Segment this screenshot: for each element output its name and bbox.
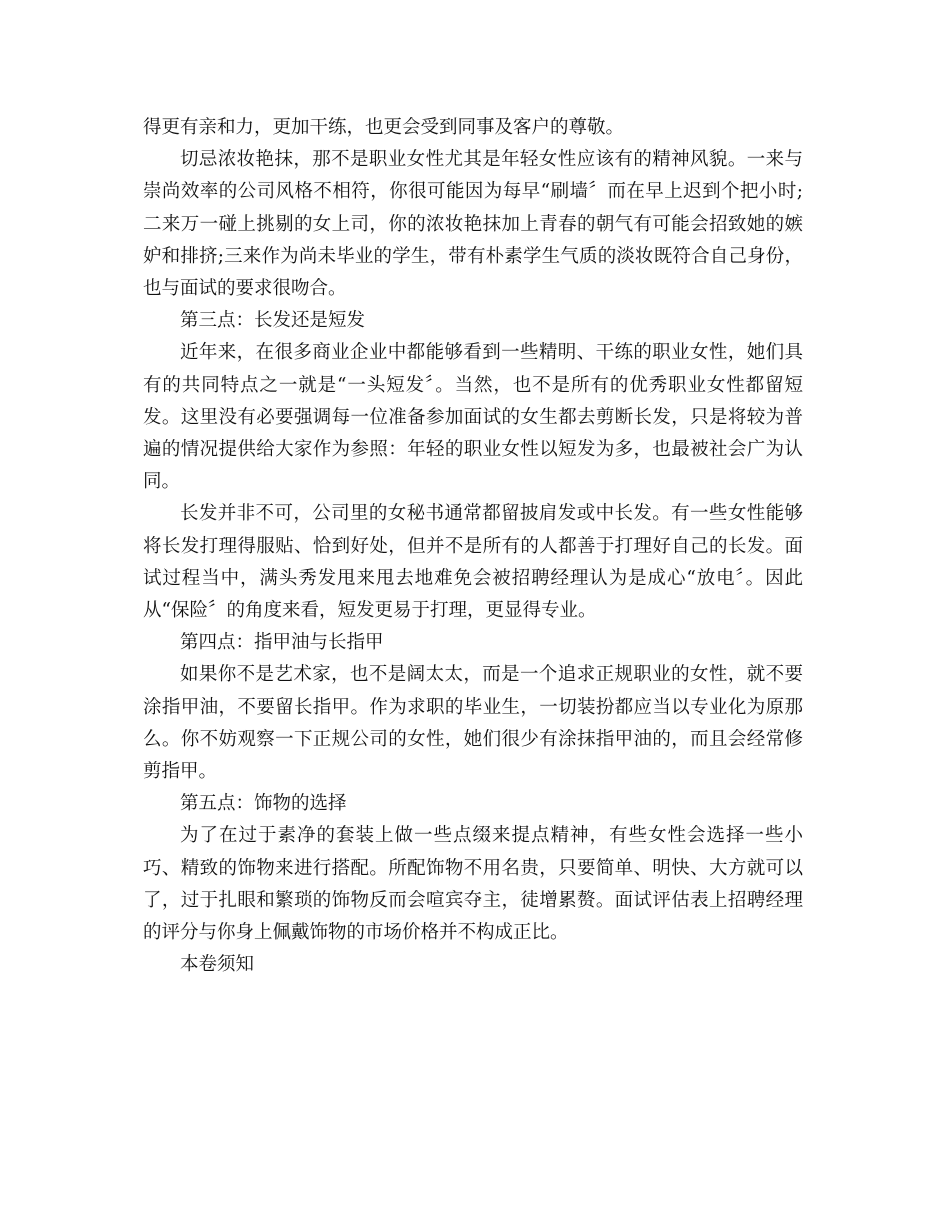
paragraph-nails: 如果你不是艺术家，也不是阔太太，而是一个追求正规职业的女性，就不要涂指甲油，不要留长指甲。作为求职的毕业生，一切装扮都应当以专业化为原那么。你不妨观察一下正规公司的女性，她们很少有涂抹指甲油的，而且会经常修剪指甲。	[143, 664, 803, 783]
section-heading-notes: 本卷须知	[180, 954, 255, 976]
section-heading-hair: 第三点：长发还是短发	[180, 310, 366, 332]
section-heading-accessories: 第五点：饰物的选择	[180, 793, 347, 815]
paragraph-heavy-makeup: 切忌浓妆艳抹，那不是职业女性尤其是年轻女性应该有的精神风貌。一来与崇尚效率的公司风格不相符，你很可能因为每早“刷墙〞而在早上迟到个把小时;二来万一碰上挑剔的女上司，你的浓妆艳抹加上青春的朝气有可能会招致她的嫉妒和排挤;三来作为尚未毕业的学生，带有朴素学生气质的淡妆既符合自己身份，也与面试的要求很吻合。	[143, 149, 803, 300]
paragraph-continued: 得更有亲和力，更加干练，也更会受到同事及客户的尊敬。	[143, 117, 625, 138]
section-heading-nails: 第四点：指甲油与长指甲	[180, 632, 384, 654]
paragraph-long-hair: 长发并非不可，公司里的女秘书通常都留披肩发或中长发。有一些女性能够将长发打理得服贴、恰到好处，但并不是所有的人都善于打理好自己的长发。面试过程当中，满头秀发甩来甩去地难免会被招聘经理认为是成心“放电〞。因此从“保险〞的角度来看，短发更易于打理，更显得专业。	[143, 503, 803, 622]
document-body	[143, 112, 803, 981]
paragraph-short-hair: 近年来，在很多商业企业中都能够看到一些精明、干练的职业女性，她们具有的共同特点之一就是“一头短发〞。当然，也不是所有的优秀职业女性都留短发。这里没有必要强调每一位准备参加面试的女生都去剪断长发，只是将较为普遍的情况提供给大家作为参照：年轻的职业女性以短发为多，也最被社会广为认同。	[143, 342, 803, 493]
paragraph-accessories: 为了在过于素净的套装上做一些点缀来提点精神，有些女性会选择一些小巧、精致的饰物来进行搭配。所配饰物不用名贵，只要简单、明快、大方就可以了，过于扎眼和繁琐的饰物反而会喧宾夺主，徒增累赘。面试评估表上招聘经理的评分与你身上佩戴饰物的市场价格并不构成正比。	[143, 825, 803, 944]
